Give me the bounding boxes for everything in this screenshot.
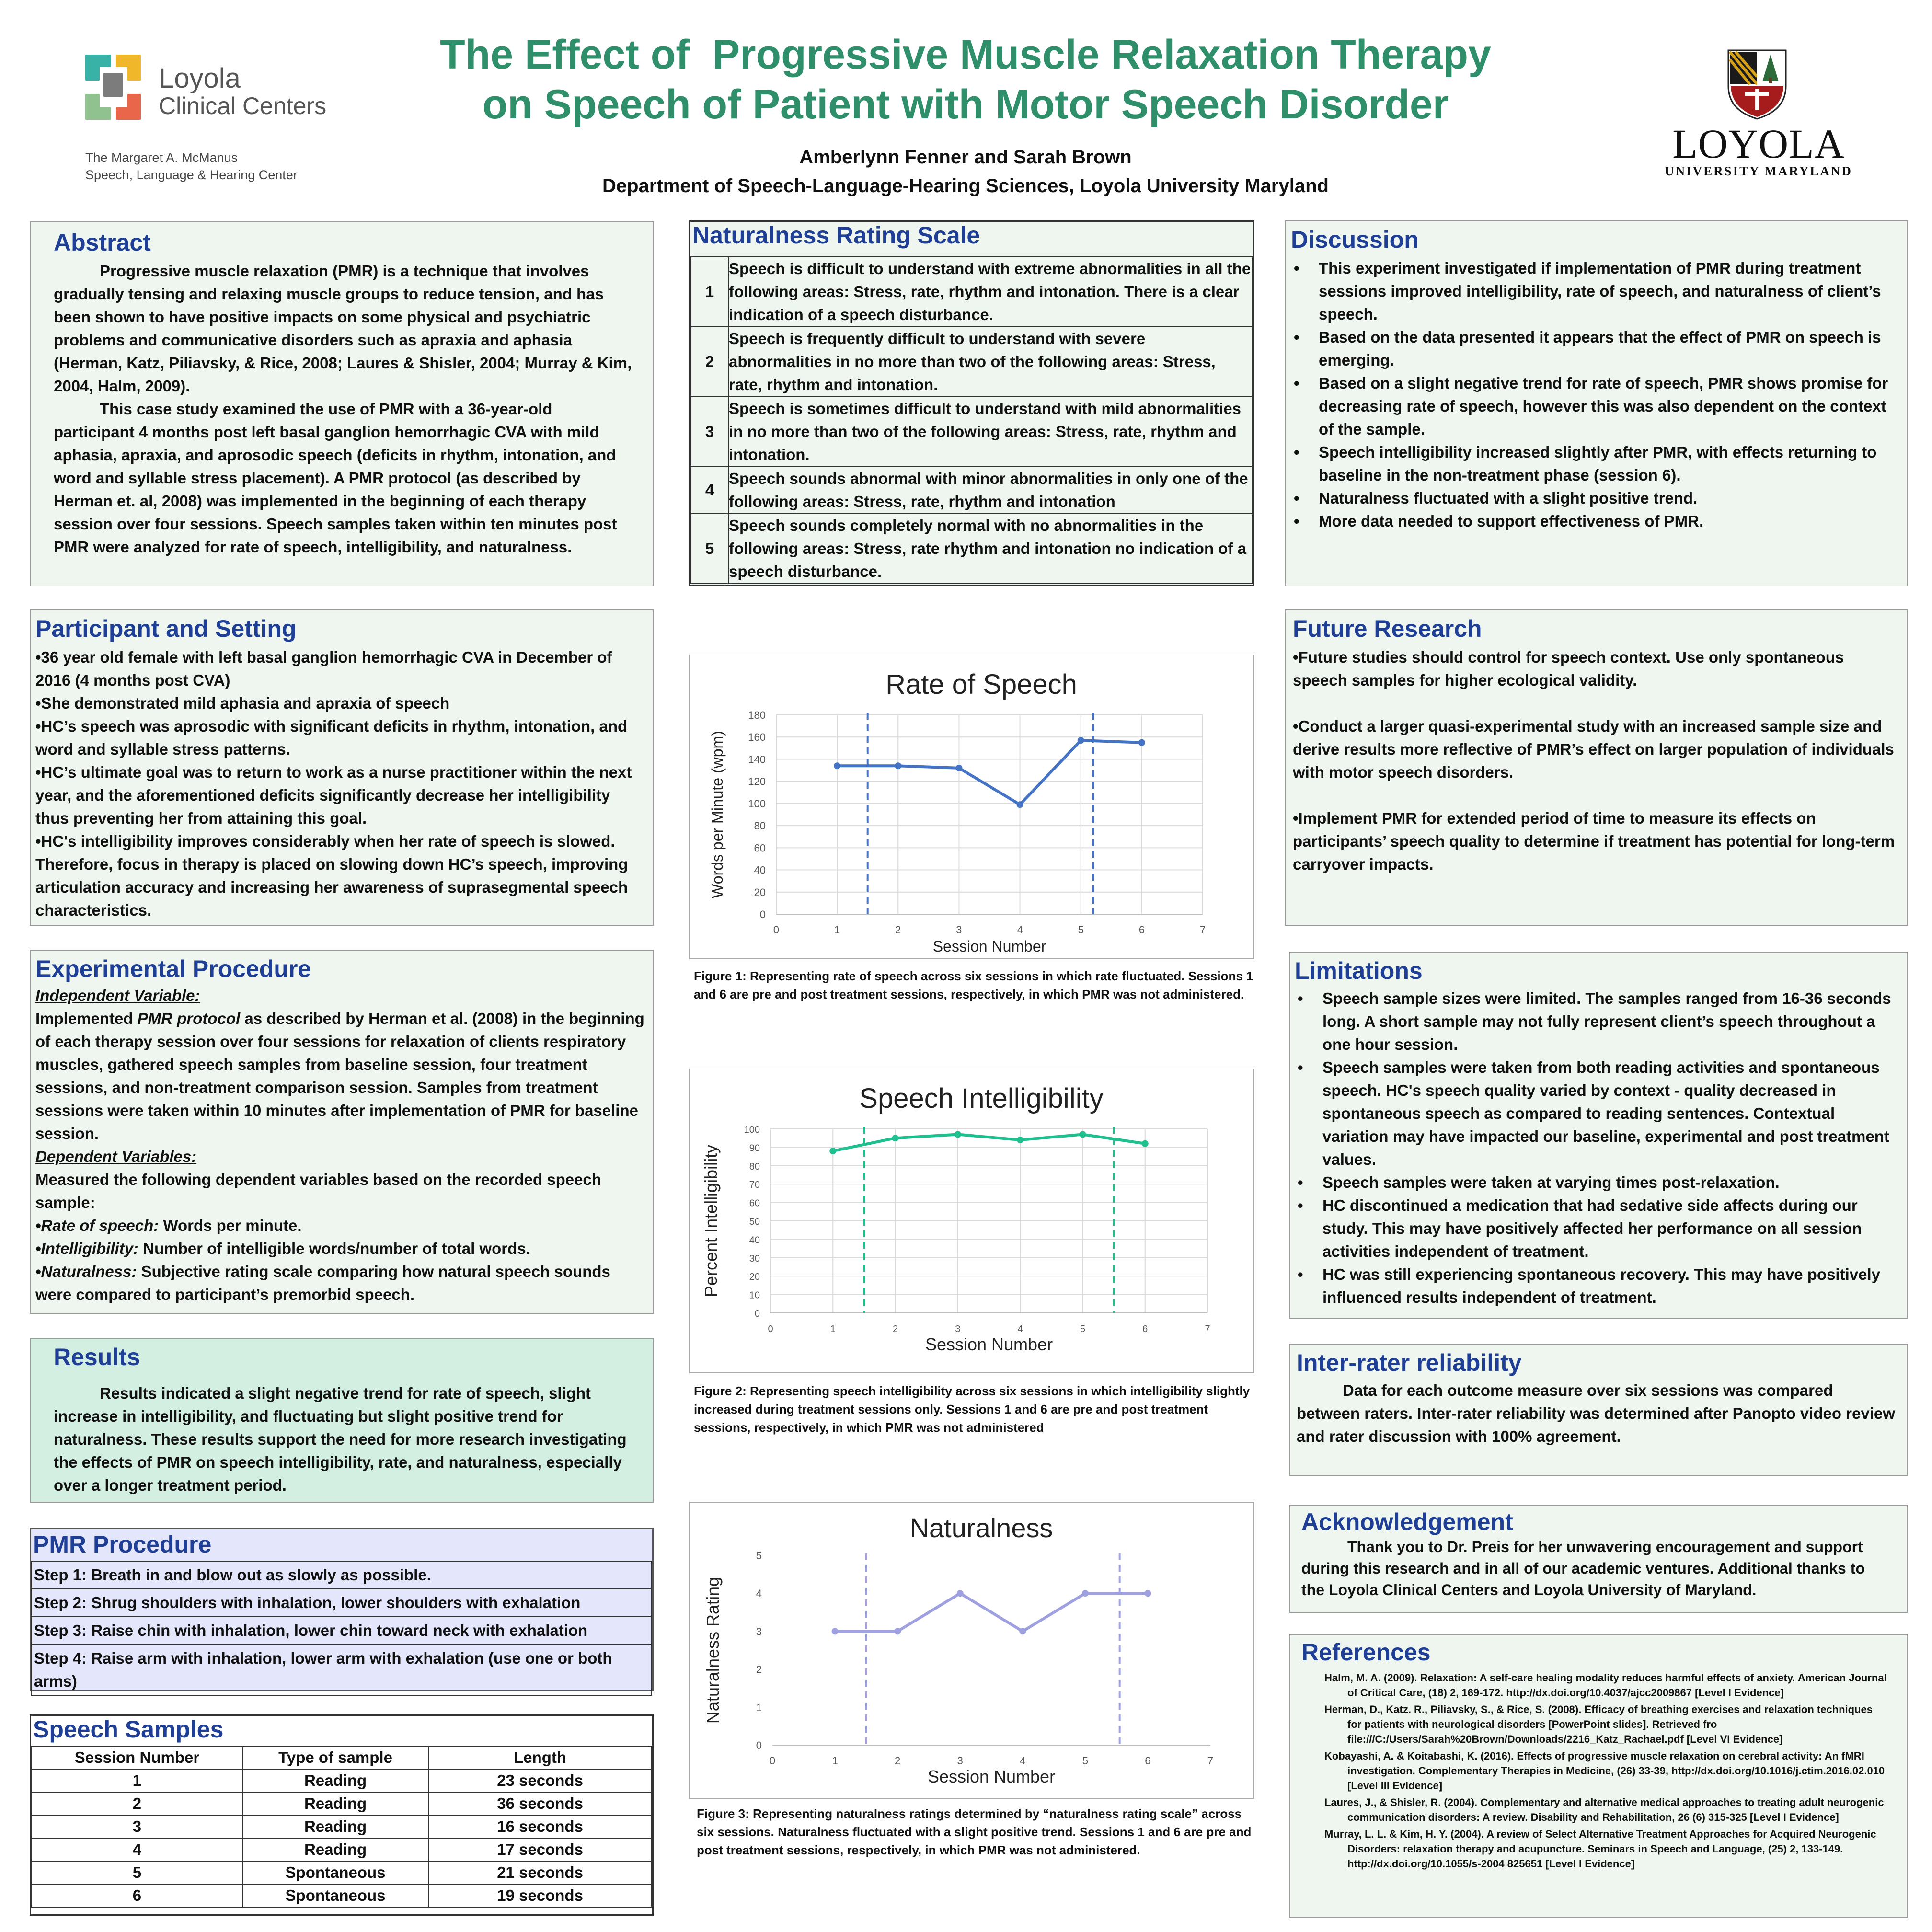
x-tick-label: 1 bbox=[830, 1324, 836, 1334]
reference-item: Kobayashi, A. & Koitabashi, K. (2016). Effects of progressive muscle relaxation on cerebral activity: An fMRI investigation. Complementary Therapies in Medicine, (26) 33-39, http://dx.doi.org/10.1016/j.ctim.2016.02.010 [Level III Evidence] bbox=[1324, 1749, 1885, 1792]
dv-rate-label: •Rate of speech: bbox=[35, 1216, 159, 1234]
abstract-p2: This case study examined the use of PMR with a 36-year-old participant 4 months post left basal ganglion hemorrhagic CVA with mild aphasia, apraxia, and aprosodic speech (deficits in rhythm, intonation, and word and syllable stress placement). A PMR protocol (as described by Herman et. al, 2008) was implemented in the beginning of each therapy session over four sessions. Speech samples taken within ten minutes post PMR were analyzed for rate of speech, intelligibility, and naturalness. bbox=[54, 400, 617, 556]
references-list bbox=[1301, 1670, 1888, 1871]
y-tick-label: 120 bbox=[748, 775, 766, 788]
y-tick-label: 30 bbox=[749, 1253, 760, 1264]
dependent-variables-intro: Measured the following dependent variables based on the recorded speech sample: bbox=[35, 1170, 601, 1211]
authors-block bbox=[335, 143, 1596, 200]
pmr-steps-table bbox=[31, 1561, 652, 1696]
x-tick-label: 6 bbox=[1138, 924, 1145, 936]
discussion-item: • This experiment investigated if implementation of PMR during treatment sessions improved intelligibility, rate of speech, and naturalness of client’s speech. bbox=[1291, 257, 1900, 326]
y-tick-label: 100 bbox=[744, 1125, 760, 1135]
dv-rate-text: Words per minute. bbox=[159, 1216, 302, 1234]
discussion-list bbox=[1291, 257, 1900, 533]
y-tick-label: 5 bbox=[756, 1550, 762, 1562]
discussion-item: • Speech intelligibility increased slightly after PMR, with effects returning to baseline in the non-treatment phase (session 6). bbox=[1291, 441, 1900, 487]
logo-block-yellow-side bbox=[127, 55, 141, 80]
participant-item: •36 year old female with left basal ganglion hemorrhagic CVA in December of 2016 (4 months post CVA) bbox=[35, 648, 612, 689]
limitations-section bbox=[1289, 952, 1908, 1319]
discussion-item: • Based on a slight negative trend for rate of speech, PMR shows promise for decreasing rate of speech, however this was also dependent on the context of the sample. bbox=[1291, 372, 1900, 441]
x-tick-label: 6 bbox=[1142, 1324, 1148, 1334]
dv-intelligibility-text: Number of intelligible words/number of total words. bbox=[138, 1239, 530, 1257]
x-tick-label: 7 bbox=[1205, 1324, 1210, 1334]
table-row bbox=[32, 1561, 652, 1589]
table-cell: Reading bbox=[242, 1838, 428, 1861]
y-axis-label: Naturalness Rating bbox=[703, 1576, 723, 1724]
abstract-p1: Progressive muscle relaxation (PMR) is a technique that involves gradually tensing and relaxing muscle groups to reduce tension, and has been shown to have positive impacts on some physical and psychiatric problems and communicative disorders such as apraxia and aphasia (Herman, Katz, Piliavsky, & Rice, 2008; Laures & Shisler, 2004; Murray & Kim, 2004, Halm, 2009). bbox=[54, 262, 632, 395]
clinical-centers-mark-icon bbox=[84, 54, 142, 121]
limitation-item: • HC was still experiencing spontaneous recovery. This may have positively influenced results independent of treatment. bbox=[1295, 1263, 1902, 1309]
naturalness-rating-scale-section bbox=[689, 220, 1254, 586]
column-header: Session Number bbox=[32, 1746, 242, 1769]
x-tick-label: 1 bbox=[832, 1755, 838, 1767]
limitation-item: • HC discontinued a medication that had sedative side affects during our study. This may have positively affected her performance on all session activities independent of treatment. bbox=[1295, 1194, 1902, 1263]
discussion-item: • Based on the data presented it appears that the effect of PMR on speech is emerging. bbox=[1291, 326, 1900, 372]
iv-post: as described by Herman et al. (2008) in the beginning of each therapy session over four sessions for relaxation of clients respiratory muscles, gathered speech samples from baseline session, four treatment sessions, and non-treatment comparison session. Samples from treatment sessions were taken within 10 minutes after implementation of PMR for baseline session. bbox=[35, 1009, 644, 1142]
table-row bbox=[32, 1838, 652, 1861]
data-point bbox=[829, 1148, 836, 1154]
y-tick-label: 70 bbox=[749, 1180, 760, 1191]
x-tick-label: 4 bbox=[1017, 924, 1023, 936]
acknowledgement-heading: Acknowledgement bbox=[1301, 1508, 1513, 1535]
data-point bbox=[1144, 1590, 1151, 1597]
figure-1-caption: Figure 1: Representing rate of speech across six sessions in which rate fluctuated. Sessions 1 and 6 are pre and post treatment sessions, respectively, in which PMR was not administered. bbox=[694, 969, 1254, 1001]
y-tick-label: 0 bbox=[756, 1739, 762, 1751]
iv-pre: Implemented bbox=[35, 1009, 138, 1027]
table-cell: 2 bbox=[32, 1792, 242, 1815]
procedure-heading: Experimental Procedure bbox=[35, 955, 311, 982]
independent-variable-label: Independent Variable: bbox=[35, 986, 200, 1004]
data-point bbox=[832, 1628, 839, 1634]
participant-item: •HC’s speech was aprosodic with significant deficits in rhythm, intonation, and word and syllable stress patterns. bbox=[35, 717, 628, 758]
y-tick-label: 0 bbox=[759, 908, 766, 920]
references-heading: References bbox=[1301, 1639, 1431, 1666]
future-heading: Future Research bbox=[1293, 615, 1482, 642]
y-tick-label: 100 bbox=[748, 797, 766, 810]
x-tick-label: 0 bbox=[773, 924, 780, 936]
y-tick-label: 40 bbox=[749, 1235, 760, 1246]
y-tick-label: 2 bbox=[756, 1663, 762, 1676]
data-point bbox=[954, 1131, 961, 1138]
y-tick-label: 1 bbox=[756, 1701, 762, 1714]
y-tick-label: 40 bbox=[754, 864, 766, 876]
x-axis-label: Session Number bbox=[932, 938, 1046, 955]
participant-section bbox=[30, 610, 654, 926]
future-research-section bbox=[1285, 610, 1908, 926]
x-tick-label: 1 bbox=[834, 924, 840, 936]
participant-list bbox=[35, 646, 646, 922]
table-cell: 3 bbox=[32, 1815, 242, 1838]
reference-item: Herman, D., Katz. R., Piliavsky, S., & Rice, S. (2008). Efficacy of breathing exercises and relaxation techniques for patients with neurological disorders [PowerPoint slides]. Retrieved fro file:///C:/Users/Sarah%20Brown/Downloads/2216_Katz_Rachael.pdf [Level VI Evidence] bbox=[1324, 1703, 1873, 1745]
results-text: Results indicated a slight negative trend for rate of speech, slight increase in intelligibility, and fluctuating but slight positive trend for naturalness. These results support the need for more research investigating the effects of PMR on speech intelligibility, rate, and naturalness, especially over a longer treatment period. bbox=[54, 1384, 627, 1494]
logo-sub-line1: The Margaret A. McManus bbox=[85, 150, 238, 165]
university-sub: UNIVERSITY MARYLAND bbox=[1665, 164, 1852, 178]
table-row bbox=[691, 327, 1253, 397]
data-point bbox=[834, 762, 840, 769]
table-row bbox=[32, 1617, 652, 1644]
logo-block-green-bottom bbox=[85, 107, 111, 120]
y-tick-label: 0 bbox=[754, 1309, 760, 1319]
y-tick-label: 60 bbox=[749, 1198, 760, 1209]
rating-number: 1 bbox=[691, 257, 728, 327]
logo-block-orange-side bbox=[127, 94, 141, 120]
table-cell: Spontaneous bbox=[242, 1884, 428, 1907]
university-name: LOYOLA bbox=[1672, 121, 1845, 167]
series-line bbox=[835, 1593, 1148, 1631]
rating-number: 5 bbox=[691, 514, 728, 584]
pmr-procedure-section bbox=[30, 1528, 654, 1691]
future-item: •Implement PMR for extended period of time to measure its effects on participants’ speech quality to determine if treatment has potential for long-term carryover impacts. bbox=[1293, 809, 1895, 873]
table-row bbox=[32, 1589, 652, 1617]
participant-item: •HC's intelligibility improves considerably when her rate of speech is slowed. Therefore, focus in therapy is placed on slowing down HC’s speech, improving articulation accuracy and increasing her awareness of suprasegmental speech characteristics. bbox=[35, 832, 628, 919]
rating-description: Speech sounds abnormal with minor abnormalities in only one of the following areas: Stress, rate, rhythm and intonation bbox=[728, 467, 1253, 514]
inter-rater-reliability-section bbox=[1289, 1344, 1908, 1476]
procedure-section bbox=[30, 950, 654, 1314]
y-tick-label: 140 bbox=[748, 753, 766, 766]
y-tick-label: 60 bbox=[754, 842, 766, 854]
data-point bbox=[894, 1628, 901, 1634]
poster-title bbox=[335, 30, 1596, 129]
table-cell: Spontaneous bbox=[242, 1861, 428, 1884]
pmr-heading: PMR Procedure bbox=[33, 1531, 212, 1558]
independent-variable-text bbox=[35, 1007, 646, 1145]
abstract-section bbox=[30, 221, 654, 586]
y-tick-label: 20 bbox=[754, 886, 766, 898]
results-heading: Results bbox=[54, 1344, 140, 1370]
table-row bbox=[32, 1815, 652, 1838]
column-header: Length bbox=[428, 1746, 652, 1769]
table-cell: 1 bbox=[32, 1769, 242, 1792]
data-point bbox=[892, 1135, 899, 1141]
rating-description: Speech sounds completely normal with no abnormalities in the following areas: Stress, rate rhythm and intonation no indication of a speech disturbance. bbox=[728, 514, 1253, 584]
x-tick-label: 2 bbox=[895, 1755, 901, 1767]
iv-emphasis: PMR protocol bbox=[137, 1009, 241, 1027]
reference-item: Halm, M. A. (2009). Relaxation: A self-care healing modality reduces harmful effects of anxiety. American Journal of Critical Care, (18) 2, 169-172. http://dx.doi.org/10.4037/ajcc2009867 [Level I Evidence] bbox=[1324, 1671, 1887, 1699]
x-tick-label: 3 bbox=[955, 1324, 961, 1334]
data-point bbox=[895, 762, 901, 769]
table-cell: 21 seconds bbox=[428, 1861, 652, 1884]
rating-scale-heading: Naturalness Rating Scale bbox=[692, 222, 980, 249]
loyola-clinical-centers-logo bbox=[84, 54, 334, 188]
discussion-heading: Discussion bbox=[1291, 226, 1419, 253]
speech-intelligibility-chart bbox=[689, 1069, 1254, 1373]
limitations-heading: Limitations bbox=[1295, 957, 1423, 984]
x-tick-label: 6 bbox=[1145, 1755, 1151, 1767]
table-cell: Reading bbox=[242, 1769, 428, 1792]
title-line-1: The Effect of Progressive Muscle Relaxation Therapy bbox=[440, 32, 1491, 78]
acknowledgement-text: Thank you to Dr. Preis for her unwavering encouragement and support during this research and in all of our academic ventures. Additional thanks to the Loyola Clinical Centers and Loyola University of Maryland. bbox=[1301, 1538, 1865, 1598]
acknowledgement-section bbox=[1289, 1505, 1908, 1613]
limitation-item: • Speech samples were taken at varying times post-relaxation. bbox=[1295, 1171, 1902, 1194]
data-point bbox=[955, 765, 962, 771]
data-point bbox=[1019, 1628, 1026, 1634]
authors: Amberlynn Fenner and Sarah Brown bbox=[799, 147, 1132, 168]
table-cell: 17 seconds bbox=[428, 1838, 652, 1861]
x-axis-label: Session Number bbox=[927, 1767, 1056, 1786]
abstract-heading: Abstract bbox=[54, 229, 151, 256]
logo-name-line1: Loyola bbox=[159, 63, 241, 94]
discussion-item: • Naturalness fluctuated with a slight positive trend. bbox=[1291, 487, 1900, 510]
figure-3-caption: Figure 3: Representing naturalness ratings determined by “naturalness rating scale” across six sessions. Naturalness fluctuated with a slight positive trend. Sessions 1 and 6 are pre and post treatment sessions, respectively, in which PMR was not administered. bbox=[697, 1806, 1252, 1857]
y-tick-label: 10 bbox=[749, 1290, 760, 1301]
limitation-item: • Speech sample sizes were limited. The samples ranged from 16-36 seconds long. A short sample may not fully represent client’s speech throughout a one hour session. bbox=[1295, 987, 1902, 1056]
data-point bbox=[957, 1590, 964, 1597]
x-tick-label: 4 bbox=[1020, 1755, 1026, 1767]
y-tick-label: 80 bbox=[749, 1161, 760, 1172]
participant-heading: Participant and Setting bbox=[35, 615, 297, 642]
table-row bbox=[32, 1861, 652, 1884]
speech-samples-section bbox=[30, 1714, 654, 1916]
dependent-variables-label: Dependent Variables: bbox=[35, 1147, 197, 1165]
table-cell: 6 bbox=[32, 1884, 242, 1907]
x-tick-label: 7 bbox=[1207, 1755, 1214, 1767]
y-tick-label: 50 bbox=[749, 1217, 760, 1227]
data-point bbox=[1082, 1590, 1089, 1597]
rating-description: Speech is difficult to understand with extreme abnormalities in all the following areas: Stress, rate, rhythm and intonation. There is a clear indication of a speech disturbance. bbox=[728, 257, 1253, 327]
x-tick-label: 3 bbox=[957, 1755, 963, 1767]
table-cell: 23 seconds bbox=[428, 1769, 652, 1792]
table-row bbox=[32, 1644, 652, 1695]
y-tick-label: 90 bbox=[749, 1143, 760, 1154]
rating-number: 4 bbox=[691, 467, 728, 514]
x-tick-label: 4 bbox=[1017, 1324, 1023, 1334]
column-header: Type of sample bbox=[242, 1746, 428, 1769]
data-point bbox=[1017, 801, 1024, 808]
table-row bbox=[691, 397, 1253, 467]
participant-item: •She demonstrated mild aphasia and apraxia of speech bbox=[35, 694, 450, 712]
figure-2-caption: Figure 2: Representing speech intelligibility across six sessions in which intelligibility slightly increased during treatment sessions only. Sessions 1 and 6 are pre and post treatment sessions, respectively, in which PMR was not administered bbox=[694, 1384, 1250, 1435]
table-header-row bbox=[32, 1746, 652, 1769]
speech-samples-table bbox=[31, 1746, 652, 1908]
pmr-step: Step 3: Raise chin with inhalation, lower chin toward neck with exhalation bbox=[32, 1617, 652, 1644]
rating-description: Speech is frequently difficult to understand with severe abnormalities in no more than two of the following areas: Stress, rate, rhythm and intonation. bbox=[728, 327, 1253, 397]
x-axis-label: Session Number bbox=[925, 1334, 1053, 1354]
pmr-step: Step 4: Raise arm with inhalation, lower arm with exhalation (use one or both arms) bbox=[32, 1644, 652, 1695]
logo-block-gray bbox=[104, 73, 123, 97]
x-tick-label: 5 bbox=[1078, 924, 1084, 936]
limitations-list bbox=[1295, 987, 1902, 1309]
x-tick-label: 5 bbox=[1080, 1324, 1085, 1334]
rate-chart-svg bbox=[690, 656, 1254, 958]
x-tick-label: 3 bbox=[956, 924, 962, 936]
table-cell: 16 seconds bbox=[428, 1815, 652, 1838]
chart-title: Naturalness bbox=[909, 1513, 1053, 1543]
data-point bbox=[1079, 1131, 1086, 1138]
table-row bbox=[32, 1792, 652, 1815]
series-line bbox=[833, 1135, 1145, 1151]
references-section bbox=[1289, 1634, 1908, 1918]
reliability-heading: Inter-rater reliability bbox=[1297, 1349, 1522, 1376]
intelligibility-chart-svg bbox=[690, 1070, 1254, 1372]
y-tick-label: 160 bbox=[748, 731, 766, 744]
naturalness-chart-svg bbox=[690, 1503, 1254, 1798]
dv-intelligibility-label: •Intelligibility: bbox=[35, 1239, 139, 1257]
chart-title: Speech Intelligibility bbox=[859, 1083, 1104, 1114]
table-cell: 19 seconds bbox=[428, 1884, 652, 1907]
future-item: •Conduct a larger quasi-experimental study with an increased sample size and derive results more reflective of PMR’s effect on larger population of individuals with motor speech disorders. bbox=[1293, 717, 1894, 781]
rating-description: Speech is sometimes difficult to understand with mild abnormalities in no more than two of the following areas: Stress, rate, rhythm and intonation. bbox=[728, 397, 1253, 467]
naturalness-chart bbox=[689, 1502, 1254, 1799]
logo-sub-line2: Speech, Language & Hearing Center bbox=[85, 168, 298, 182]
table-cell: 4 bbox=[32, 1838, 242, 1861]
pmr-step: Step 1: Breath in and blow out as slowly as possible. bbox=[32, 1561, 652, 1589]
reliability-text: Data for each outcome measure over six sessions was compared between raters. Inter-rater reliability was determined after Panopto video review and rater discussion with 100% agreement. bbox=[1297, 1381, 1895, 1445]
table-cell: 5 bbox=[32, 1861, 242, 1884]
future-item: •Future studies should control for speech context. Use only spontaneous speech samples for higher ecological validity. bbox=[1293, 648, 1844, 689]
reference-item: Laures, J., & Shisler, R. (2004). Complementary and alternative medical approaches to treating adult neurogenic communication disorders: A review. Disability and Rehabilitation, 26 (6) 315-325 [Level I Evidence] bbox=[1324, 1796, 1884, 1823]
y-axis-label: Words per Minute (wpm) bbox=[709, 731, 726, 898]
rating-number: 3 bbox=[691, 397, 728, 467]
dv-naturalness-text: Subjective rating scale comparing how natural speech sounds were compared to participant’s premorbid speech. bbox=[35, 1262, 610, 1303]
logo-block-teal-top bbox=[85, 55, 111, 67]
y-tick-label: 20 bbox=[749, 1272, 760, 1283]
rating-scale-table bbox=[690, 256, 1253, 584]
rating-number: 2 bbox=[691, 327, 728, 397]
title-line-2: on Speech of Patient with Motor Speech Disorder bbox=[482, 81, 1449, 127]
x-tick-label: 2 bbox=[895, 924, 901, 936]
dv-naturalness-label: •Naturalness: bbox=[35, 1262, 137, 1280]
data-point bbox=[1017, 1137, 1024, 1143]
x-tick-label: 0 bbox=[769, 1755, 776, 1767]
rate-of-speech-chart bbox=[689, 655, 1254, 959]
y-axis-label: Percent Intelligibility bbox=[701, 1144, 721, 1298]
y-tick-label: 180 bbox=[748, 709, 766, 721]
participant-item: •HC’s ultimate goal was to return to work as a nurse practitioner within the next year, and the aforementioned deficits significantly decrease her intelligibility thus preventing her from attaining this goal. bbox=[35, 763, 632, 827]
table-row bbox=[32, 1884, 652, 1907]
dv-rate bbox=[35, 1214, 646, 1237]
x-tick-label: 7 bbox=[1199, 924, 1206, 936]
logo-name-line2: Clinical Centers bbox=[159, 92, 327, 119]
table-cell: 36 seconds bbox=[428, 1792, 652, 1815]
samples-heading: Speech Samples bbox=[33, 1716, 224, 1743]
results-section bbox=[30, 1338, 654, 1503]
data-point bbox=[1078, 737, 1084, 744]
reference-item: Murray, L. L. & Kim, H. Y. (2004). A review of Select Alternative Treatment Approaches for Acquired Neurogenic Disorders: relaxation therapy and acupuncture. Seminars in Speech and Language, (25) 2, 133-149. http://dx.doi.org/10.1055/s-2004 825651 [Level I Evidence] bbox=[1324, 1828, 1876, 1870]
x-tick-label: 2 bbox=[893, 1324, 898, 1334]
data-point bbox=[1142, 1140, 1149, 1147]
table-row bbox=[32, 1769, 652, 1792]
table-cell: Reading bbox=[242, 1792, 428, 1815]
x-tick-label: 5 bbox=[1082, 1755, 1088, 1767]
dv-naturalness bbox=[35, 1260, 646, 1306]
discussion-section bbox=[1285, 220, 1908, 586]
data-point bbox=[1138, 739, 1145, 746]
pmr-step: Step 2: Shrug shoulders with inhalation, lower shoulders with exhalation bbox=[32, 1589, 652, 1617]
loyola-university-logo bbox=[1658, 48, 1859, 182]
y-tick-label: 80 bbox=[754, 820, 766, 832]
y-tick-label: 4 bbox=[756, 1587, 762, 1600]
x-tick-label: 0 bbox=[768, 1324, 773, 1334]
table-row bbox=[691, 514, 1253, 584]
department: Department of Speech-Language-Hearing Sciences, Loyola University Maryland bbox=[602, 175, 1329, 196]
university-shield-icon bbox=[1726, 48, 1788, 120]
chart-title: Rate of Speech bbox=[886, 669, 1077, 700]
dv-intelligibility bbox=[35, 1237, 646, 1260]
limitation-item: • Speech samples were taken from both reading activities and spontaneous speech. HC's speech quality varied by context - quality decreased in spontaneous speech as compared to reading sentences. Contextual variation may have impacted our baseline, experimental and post treatment values. bbox=[1295, 1056, 1902, 1171]
table-row bbox=[691, 467, 1253, 514]
table-cell: Reading bbox=[242, 1815, 428, 1838]
y-tick-label: 3 bbox=[756, 1625, 762, 1638]
discussion-item: • More data needed to support effectiveness of PMR. bbox=[1291, 510, 1900, 533]
table-row bbox=[691, 257, 1253, 327]
series-line bbox=[837, 740, 1142, 805]
